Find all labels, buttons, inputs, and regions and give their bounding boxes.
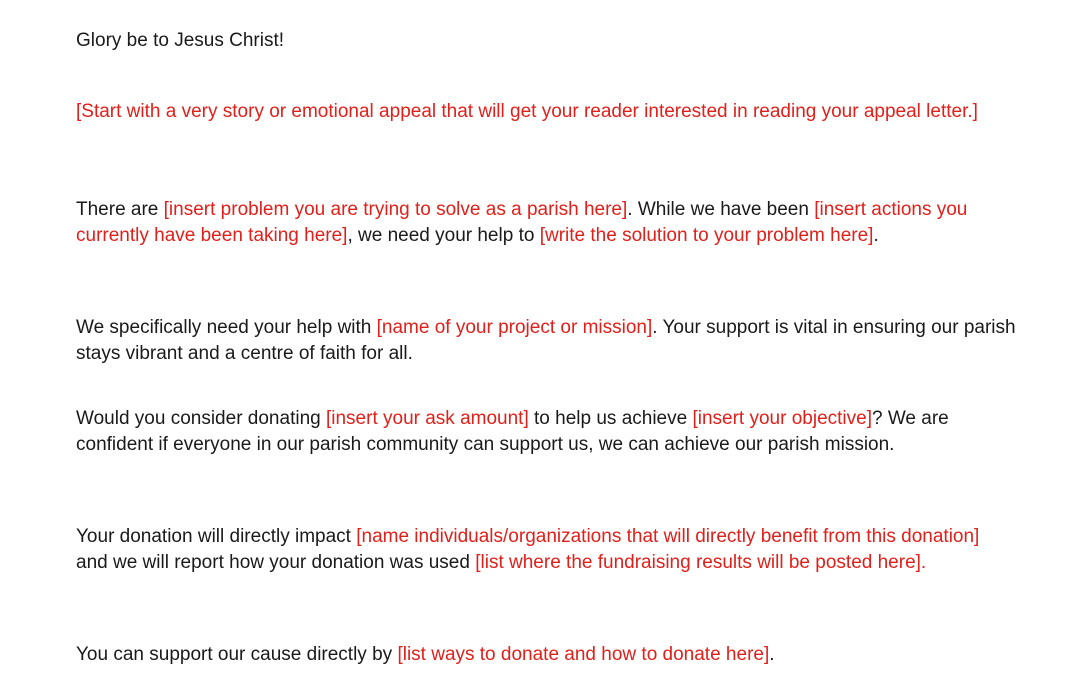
- intro-placeholder-paragraph: [76, 99, 1016, 125]
- ask-text-3: ? We are confident if everyone in our parish community can support us, we can achieve our parish mission.: [76, 408, 949, 455]
- problem-text-3: , we need your help to: [347, 225, 540, 246]
- ask-placeholder-1: [insert your ask amount]: [325, 408, 529, 429]
- problem-text-2: . While we have been: [627, 199, 815, 220]
- ask-text-1: Would you consider donating: [76, 408, 326, 429]
- impact-placeholder-2: [list where the fundraising results will be posted here].: [475, 552, 927, 573]
- ask-placeholder-2: [insert your objective]: [692, 408, 872, 429]
- problem-text-4: .: [873, 225, 879, 246]
- greeting-text: Glory be to Jesus Christ!: [76, 30, 285, 51]
- impact-text-2: and we will report how your donation was used: [76, 552, 476, 573]
- problem-placeholder-2: [insert actions you currently have been taking here]: [76, 199, 968, 246]
- problem-placeholder-1: [insert problem you are trying to solve as a parish here]: [163, 199, 628, 220]
- project-placeholder-1: [name of your project or mission]: [376, 317, 653, 338]
- problem-text-1: There are: [76, 199, 164, 220]
- impact-placeholder-1: [name individuals/organizations that will directly benefit from this donation]: [356, 526, 980, 547]
- problem-placeholder-3: [write the solution to your problem here]: [539, 225, 874, 246]
- project-paragraph: [76, 315, 1016, 367]
- intro-placeholder-text: [Start with a very story or emotional appeal that will get your reader interested in reading your appeal letter.]: [76, 101, 978, 122]
- support-text-1: You can support our cause directly by: [76, 644, 398, 665]
- support-placeholder-1: [list ways to donate and how to donate here]: [397, 644, 770, 665]
- support-text-2: .: [769, 644, 775, 665]
- impact-text-1: Your donation will directly impact: [76, 526, 357, 547]
- ask-text-2: to help us achieve: [528, 408, 693, 429]
- greeting-line: [76, 28, 1016, 54]
- project-text-2: . Your support is vital in ensuring our parish stays vibrant and a centre of faith for all.: [76, 317, 1016, 364]
- project-text-1: We specifically need your help with: [76, 317, 377, 338]
- ask-paragraph: [76, 406, 1016, 458]
- problem-paragraph: [76, 197, 1016, 249]
- impact-paragraph: [76, 524, 1016, 576]
- support-paragraph: [76, 642, 1016, 668]
